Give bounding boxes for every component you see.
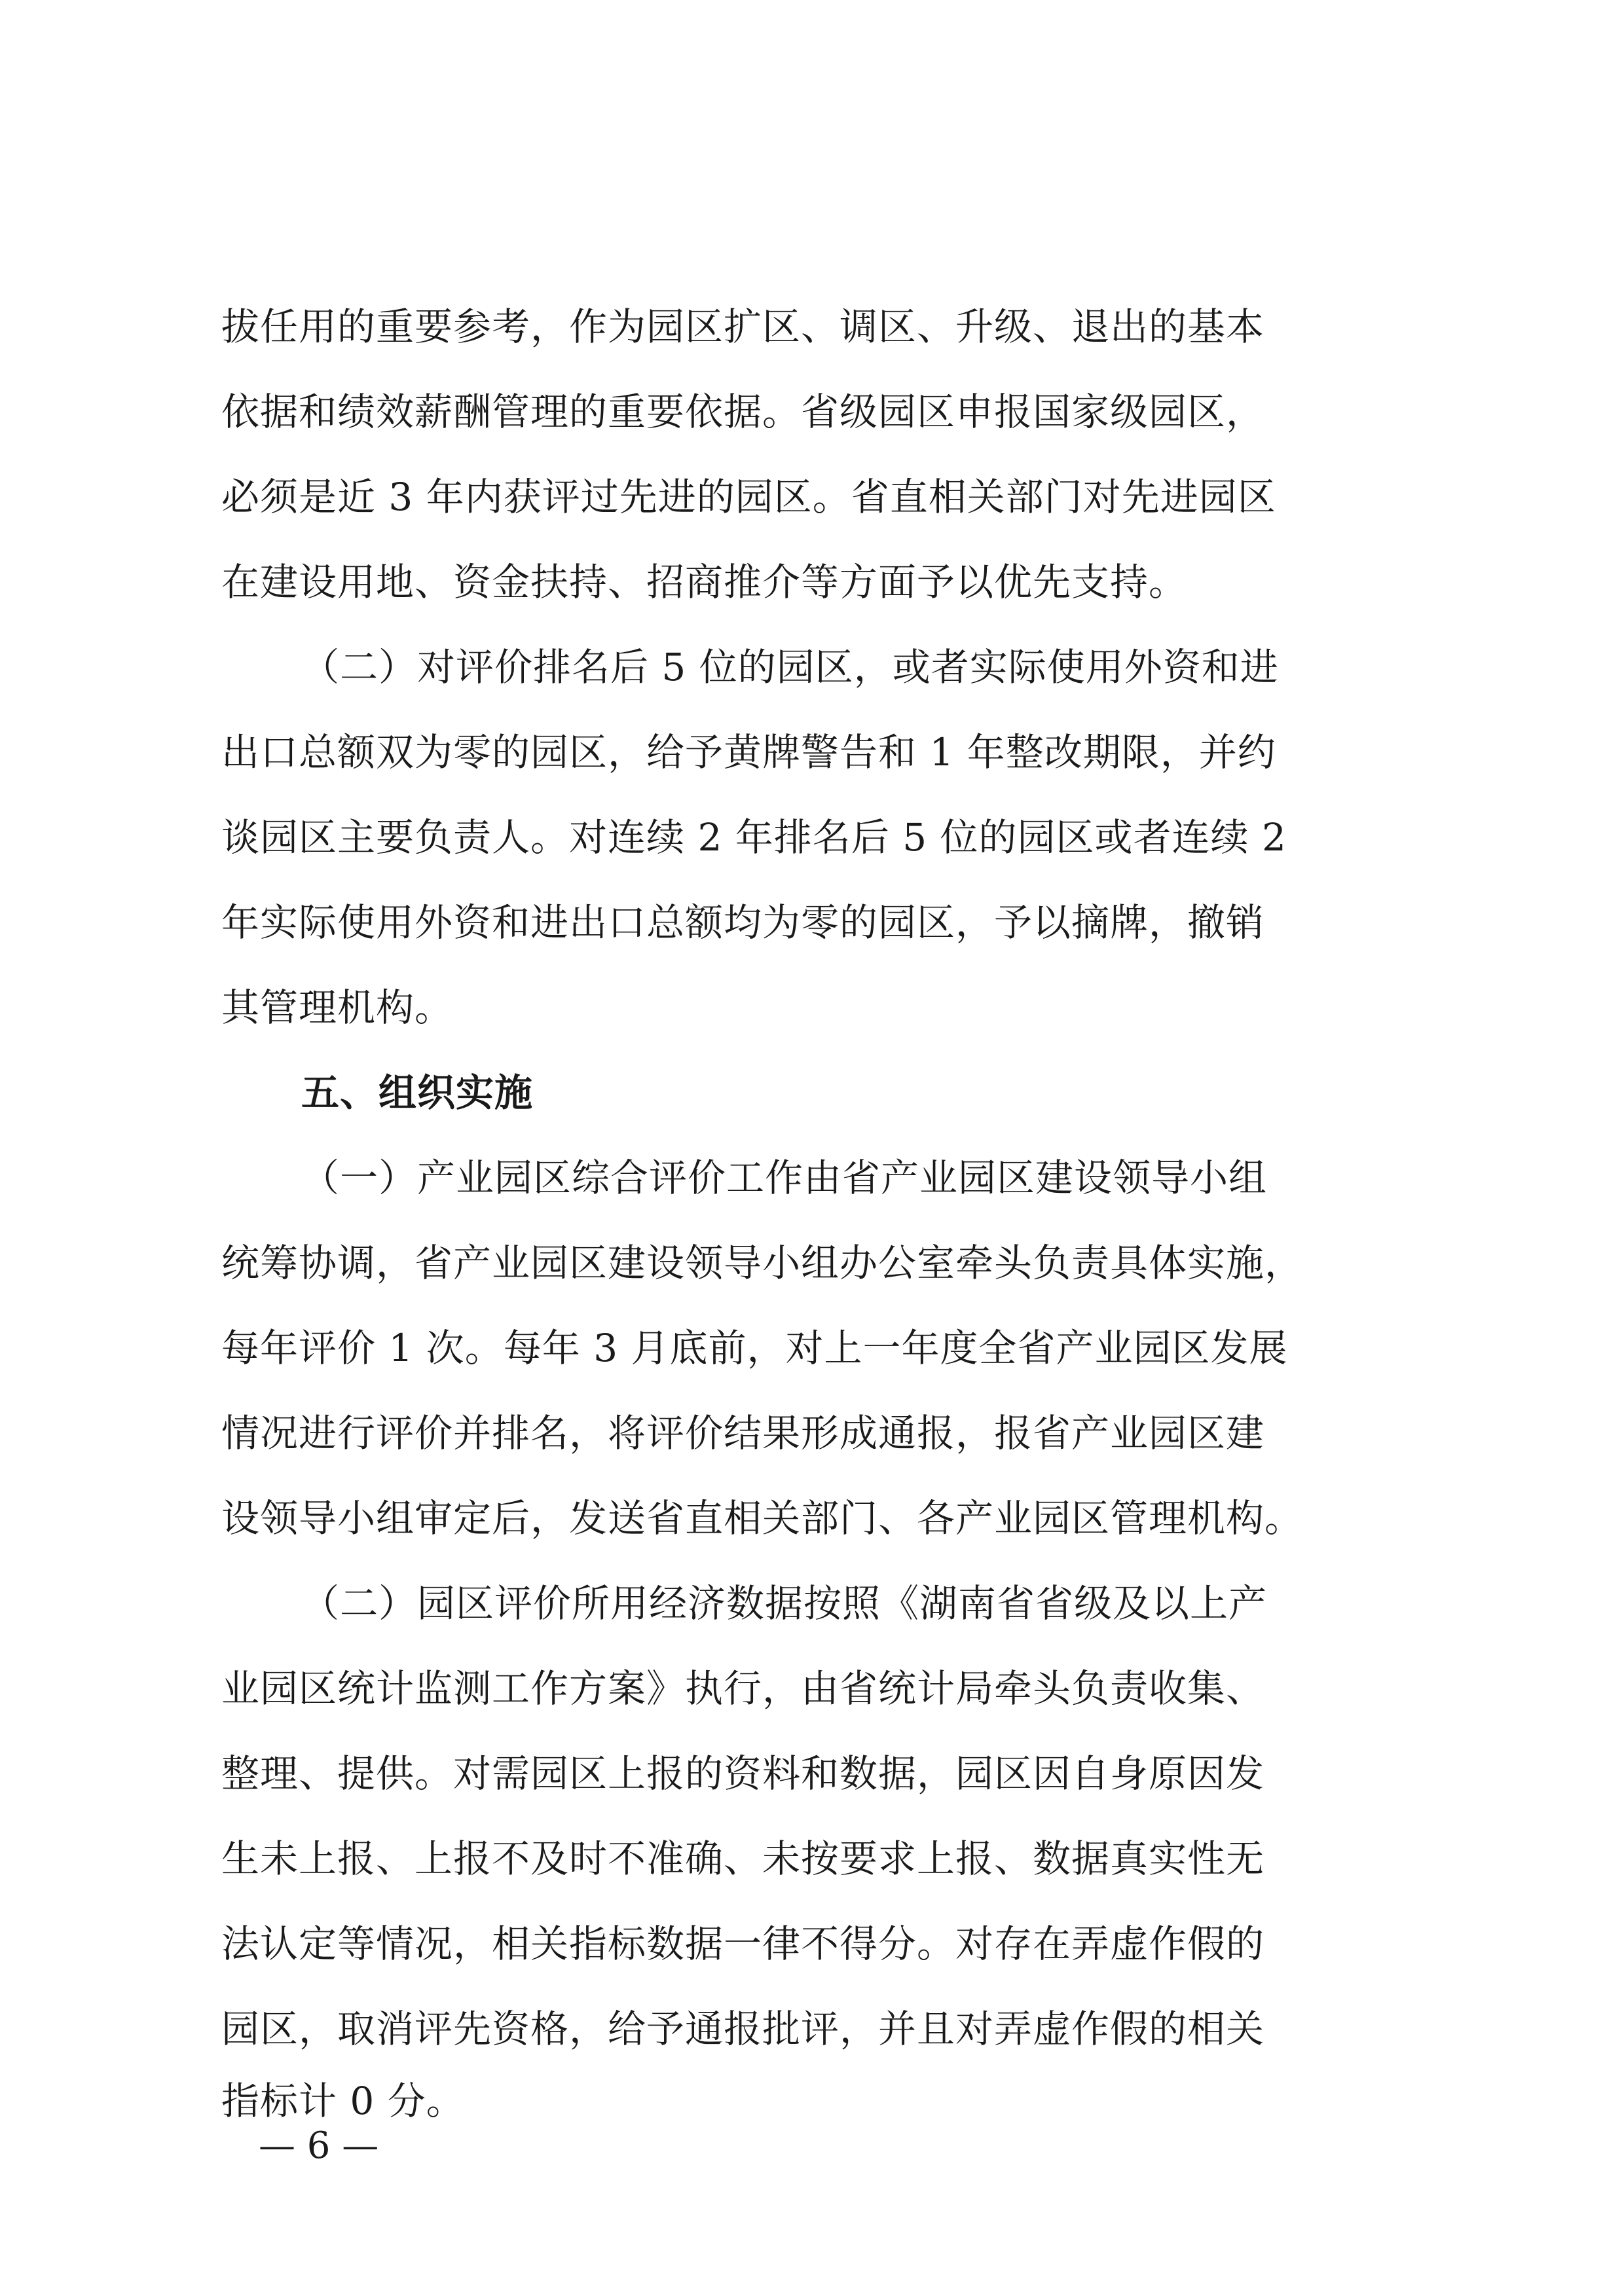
body-line-22: 指标计 0 分。 bbox=[221, 2079, 465, 2123]
body-line-19: 生未上报、上报不及时不准确、未按要求上报、数据真实性无 bbox=[221, 1836, 1265, 1881]
body-line-12: 统筹协调，省产业园区建设领导小组办公室牵头负责具体实施， bbox=[221, 1241, 1304, 1285]
body-line-13: 每年评价 1 次。每年 3 月底前，对上一年度全省产业园区发展 bbox=[221, 1326, 1288, 1370]
body-line-18: 整理、提供。对需园区上报的资料和数据，园区因自身原因发 bbox=[221, 1751, 1265, 1796]
body-line-9: 其管理机构。 bbox=[221, 985, 454, 1030]
body-line-21: 园区，取消评先资格，给予通报批评，并且对弄虚作假的相关 bbox=[221, 2007, 1265, 2051]
body-line-3: 必须是近 3 年内获评过先进的园区。省直相关部门对先进园区 bbox=[221, 475, 1276, 519]
paragraph-start-1: （一）产业园区综合评价工作由省产业园区建设领导小组 bbox=[301, 1156, 1268, 1200]
section-heading: 五、组织实施 bbox=[301, 1070, 534, 1115]
body-line-2: 依据和绩效薪酬管理的重要依据。省级园区申报国家级园区， bbox=[221, 390, 1265, 434]
paragraph-start-2: （二）对评价排名后 5 位的园区，或者实际使用外资和进 bbox=[301, 645, 1279, 689]
body-line-7: 谈园区主要负责人。对连续 2 年排名后 5 位的园区或者连续 2 bbox=[221, 815, 1287, 860]
body-line-20: 法认定等情况，相关指标数据一律不得分。对存在弄虚作假的 bbox=[221, 1922, 1265, 1966]
page-number: — 6 — bbox=[259, 2124, 379, 2167]
body-line-8: 年实际使用外资和进出口总额均为零的园区，予以摘牌，撤销 bbox=[221, 900, 1265, 945]
body-line-14: 情况进行评价并排名，将评价结果形成通报，报省产业园区建 bbox=[221, 1411, 1265, 1455]
paragraph-start-3: （二）园区评价所用经济数据按照《湖南省省级及以上产 bbox=[301, 1581, 1268, 1626]
body-line-4: 在建设用地、资金扶持、招商推介等方面予以优先支持。 bbox=[221, 560, 1188, 604]
body-line-1: 拔任用的重要参考，作为园区扩区、调区、升级、退出的基本 bbox=[221, 304, 1265, 349]
body-line-15: 设领导小组审定后，发送省直相关部门、各产业园区管理机构。 bbox=[221, 1496, 1304, 1540]
body-line-17: 业园区统计监测工作方案》执行，由省统计局牵头负责收集、 bbox=[221, 1666, 1265, 1711]
body-line-6: 出口总额双为零的园区，给予黄牌警告和 1 年整改期限，并约 bbox=[221, 730, 1276, 774]
